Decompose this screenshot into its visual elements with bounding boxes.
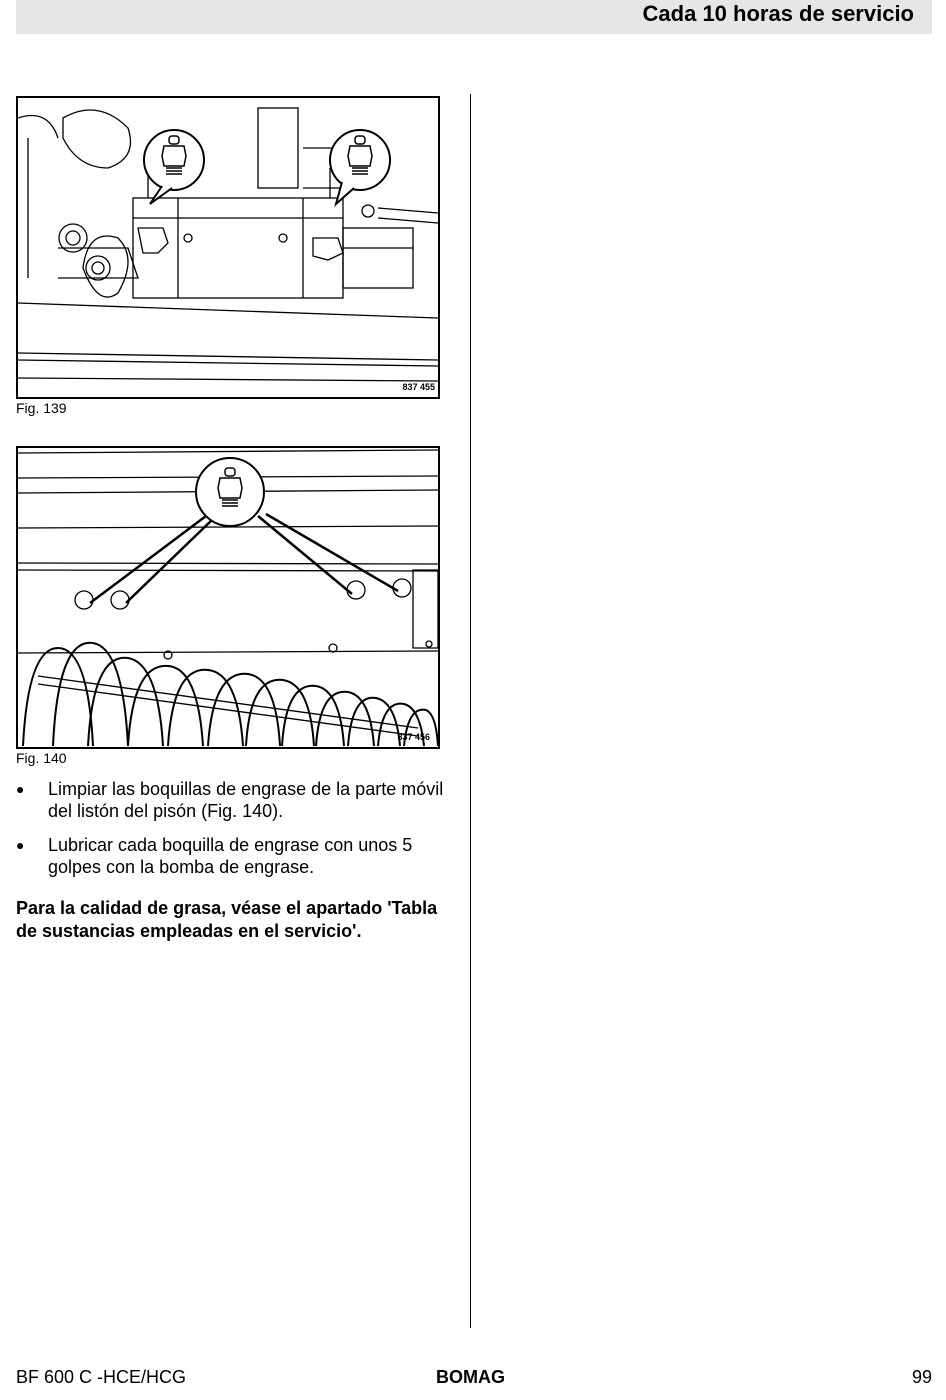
list-item [16, 778, 446, 822]
figure-code: 837 456 [397, 732, 430, 742]
list-item-text: Lubricar cada boquilla de engrase con unos 5 golpes con la bomba de engrase. [48, 835, 413, 877]
figure-139-image [16, 96, 440, 399]
page-title: Cada 10 horas de servicio [642, 1, 914, 26]
figure-caption: Fig. 139 [16, 400, 67, 416]
footer-brand: BOMAG [436, 1367, 505, 1387]
figure-caption: Fig. 140 [16, 750, 67, 766]
column-divider [470, 94, 471, 1328]
figure-140-image [16, 446, 440, 749]
header-bar [16, 0, 932, 34]
list-item [16, 834, 446, 878]
bullet-dot-icon: ● [16, 781, 25, 797]
list-item-text: Limpiar las boquillas de engrase de la parte móvil del listón del pisón (Fig. 140). [48, 779, 444, 821]
note-text: Para la calidad de grasa, véase el apartado 'Tabla de sustancias empleadas en el servicio'. [16, 898, 438, 941]
footer-model: BF 600 C -HCE/HCG [16, 1367, 187, 1387]
figure-code: 837 455 [402, 382, 435, 392]
footer-page-number: 99 [911, 1367, 932, 1387]
bullet-dot-icon: ● [16, 837, 25, 853]
bullet-list [16, 778, 446, 890]
